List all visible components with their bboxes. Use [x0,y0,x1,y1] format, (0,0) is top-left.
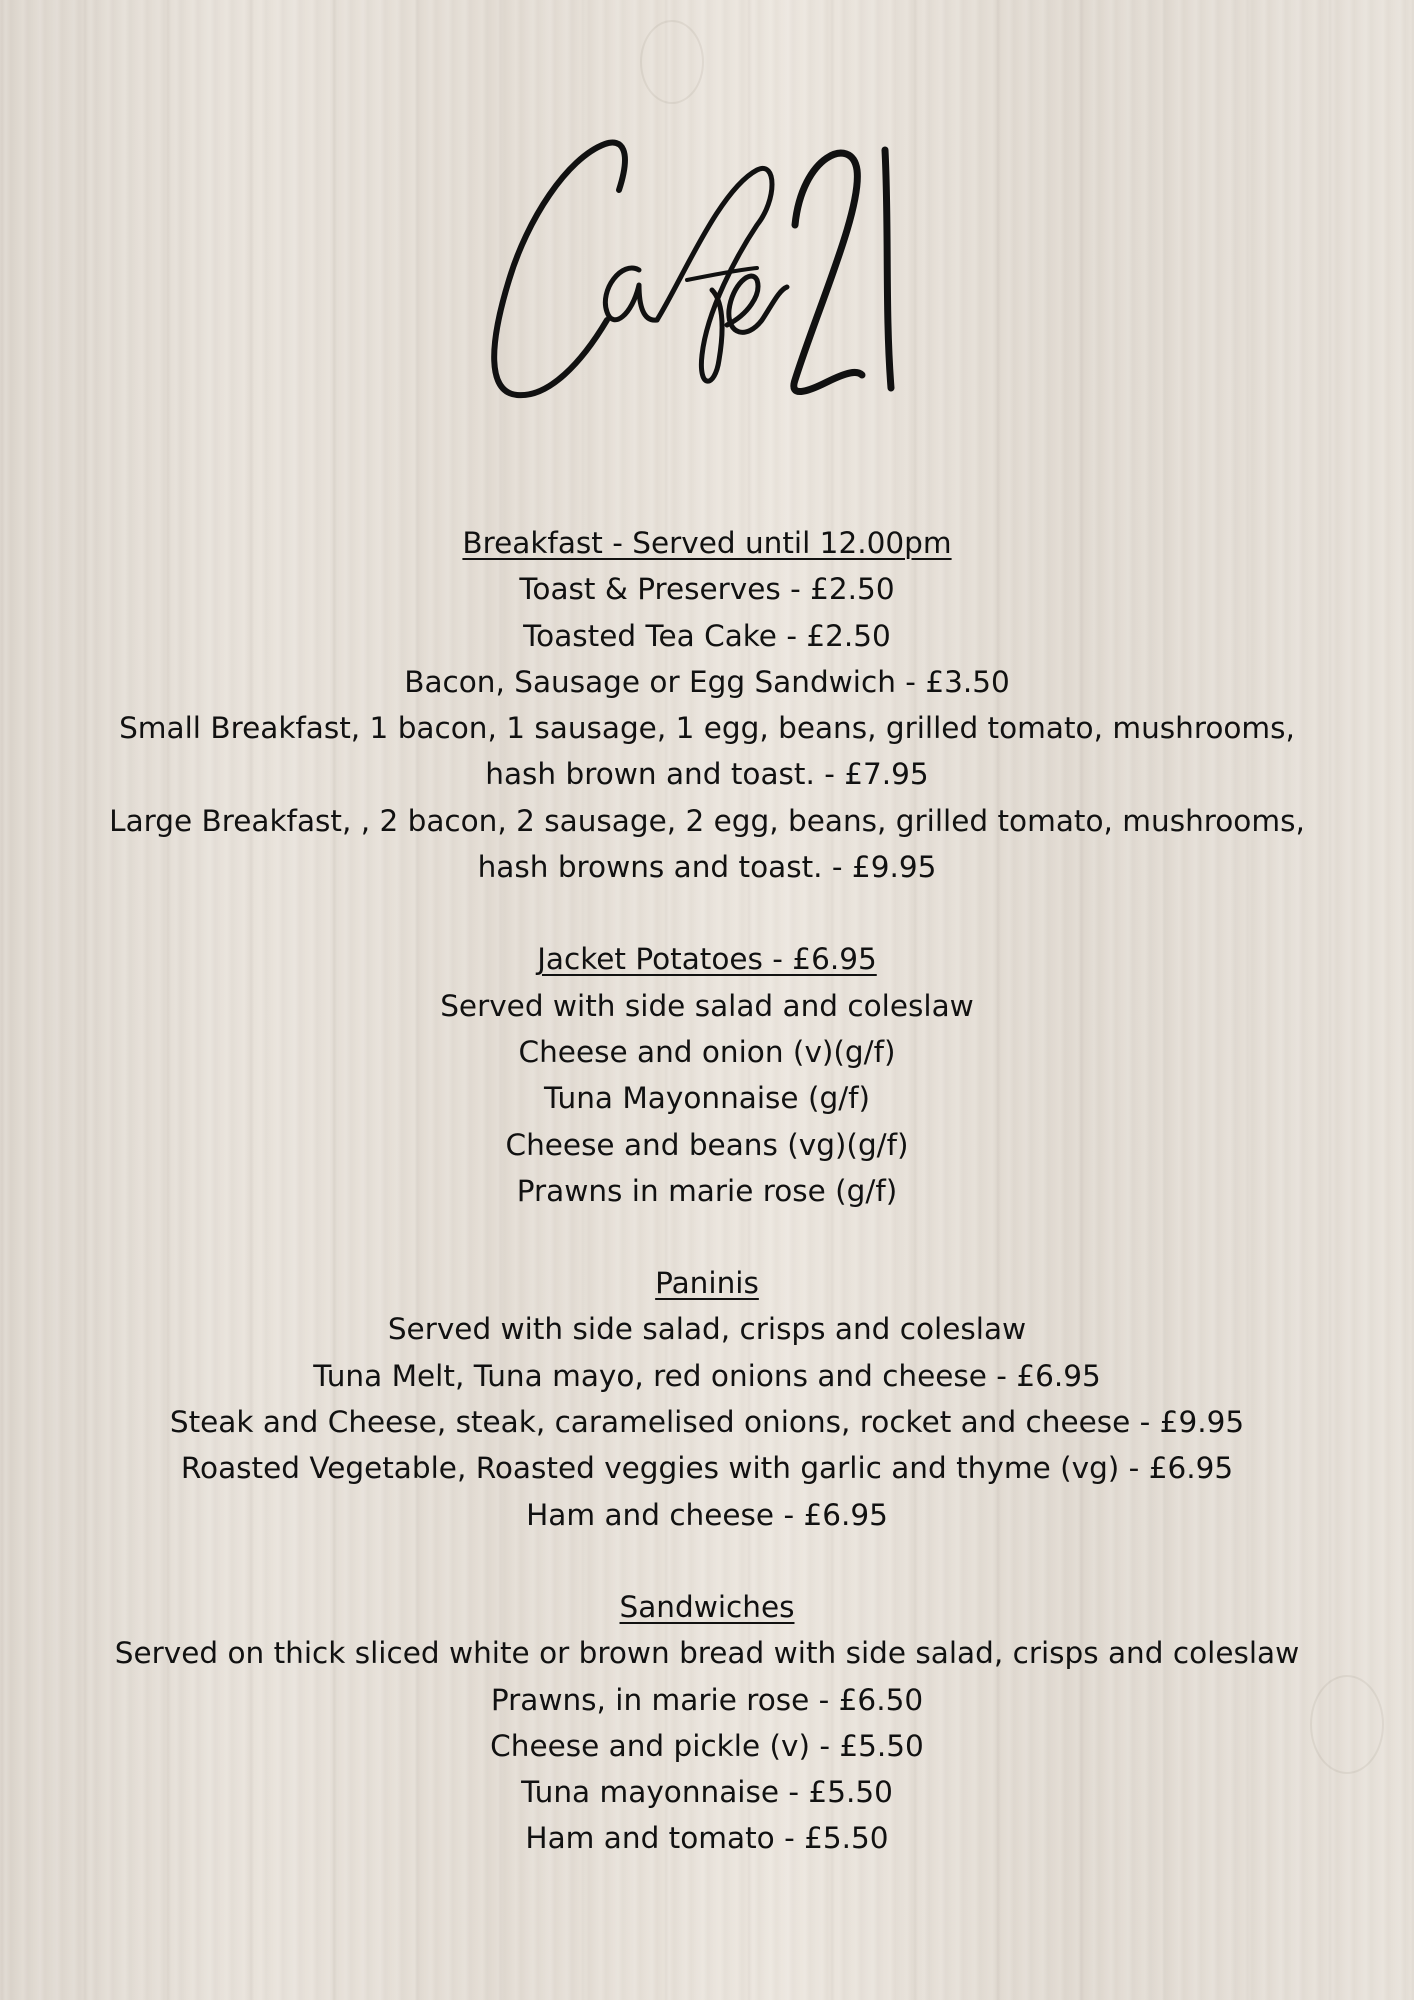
menu-item: Cheese and beans (vg)(g/f) [505,1127,909,1162]
menu-item: Tuna Melt, Tuna mayo, red onions and cheese - £6.95 [313,1358,1101,1393]
section-note: Served on thick sliced white or brown bread with side salad, crisps and coleslaw [114,1636,1300,1671]
menu-item: Ham and tomato - £5.50 [525,1821,889,1856]
section-note: Served with side salad and coleslaw [440,988,974,1023]
cafe-21-logo [457,130,957,410]
section-heading: Sandwiches [619,1589,795,1624]
section-heading: Paninis [655,1266,759,1301]
menu-item: Prawns, in marie rose - £6.50 [490,1682,924,1717]
section-jacket-potatoes [0,936,1414,1214]
section-heading: Breakfast - Served until 12.00pm [462,526,952,560]
menu-item: Ham and cheese - £6.95 [526,1497,888,1532]
menu-item: Bacon, Sausage or Egg Sandwich - £3.50 [404,664,1010,699]
section-sandwiches [0,1584,1414,1862]
menu-item: Steak and Cheese, steak, caramelised onions, rocket and cheese - £9.95 [169,1405,1245,1440]
menu-item: Roasted Vegetable, Roasted veggies with garlic and thyme (vg) - £6.95 [180,1451,1234,1486]
menu-item: hash brown and toast. - £7.95 [485,757,929,792]
menu-item: Cheese and pickle (v) - £5.50 [490,1728,924,1763]
menu-item: Tuna Mayonnaise (g/f) [543,1081,871,1116]
menu-item: Toasted Tea Cake - £2.50 [523,618,891,653]
menu-item: Toast & Preserves - £2.50 [519,572,895,607]
menu-item: Tuna mayonnaise - £5.50 [521,1775,893,1810]
section-heading: Jacket Potatoes - £6.95 [537,942,877,977]
section-note: Served with side salad, crisps and coleslaw [387,1312,1027,1347]
section-paninis [0,1260,1414,1538]
section-breakfast [0,520,1414,890]
menu-item: Large Breakfast, , 2 bacon, 2 sausage, 2 egg, beans, grilled tomato, mushrooms, [109,803,1305,838]
menu-item: hash browns and toast. - £9.95 [477,850,937,885]
menu-item: Small Breakfast, 1 bacon, 1 sausage, 1 egg, beans, grilled tomato, mushrooms, [119,711,1295,746]
menu-body [0,520,1414,1908]
menu-item: Cheese and onion (v)(g/f) [518,1034,896,1069]
menu-item: Prawns in marie rose (g/f) [516,1173,898,1208]
wood-knot [640,20,704,104]
